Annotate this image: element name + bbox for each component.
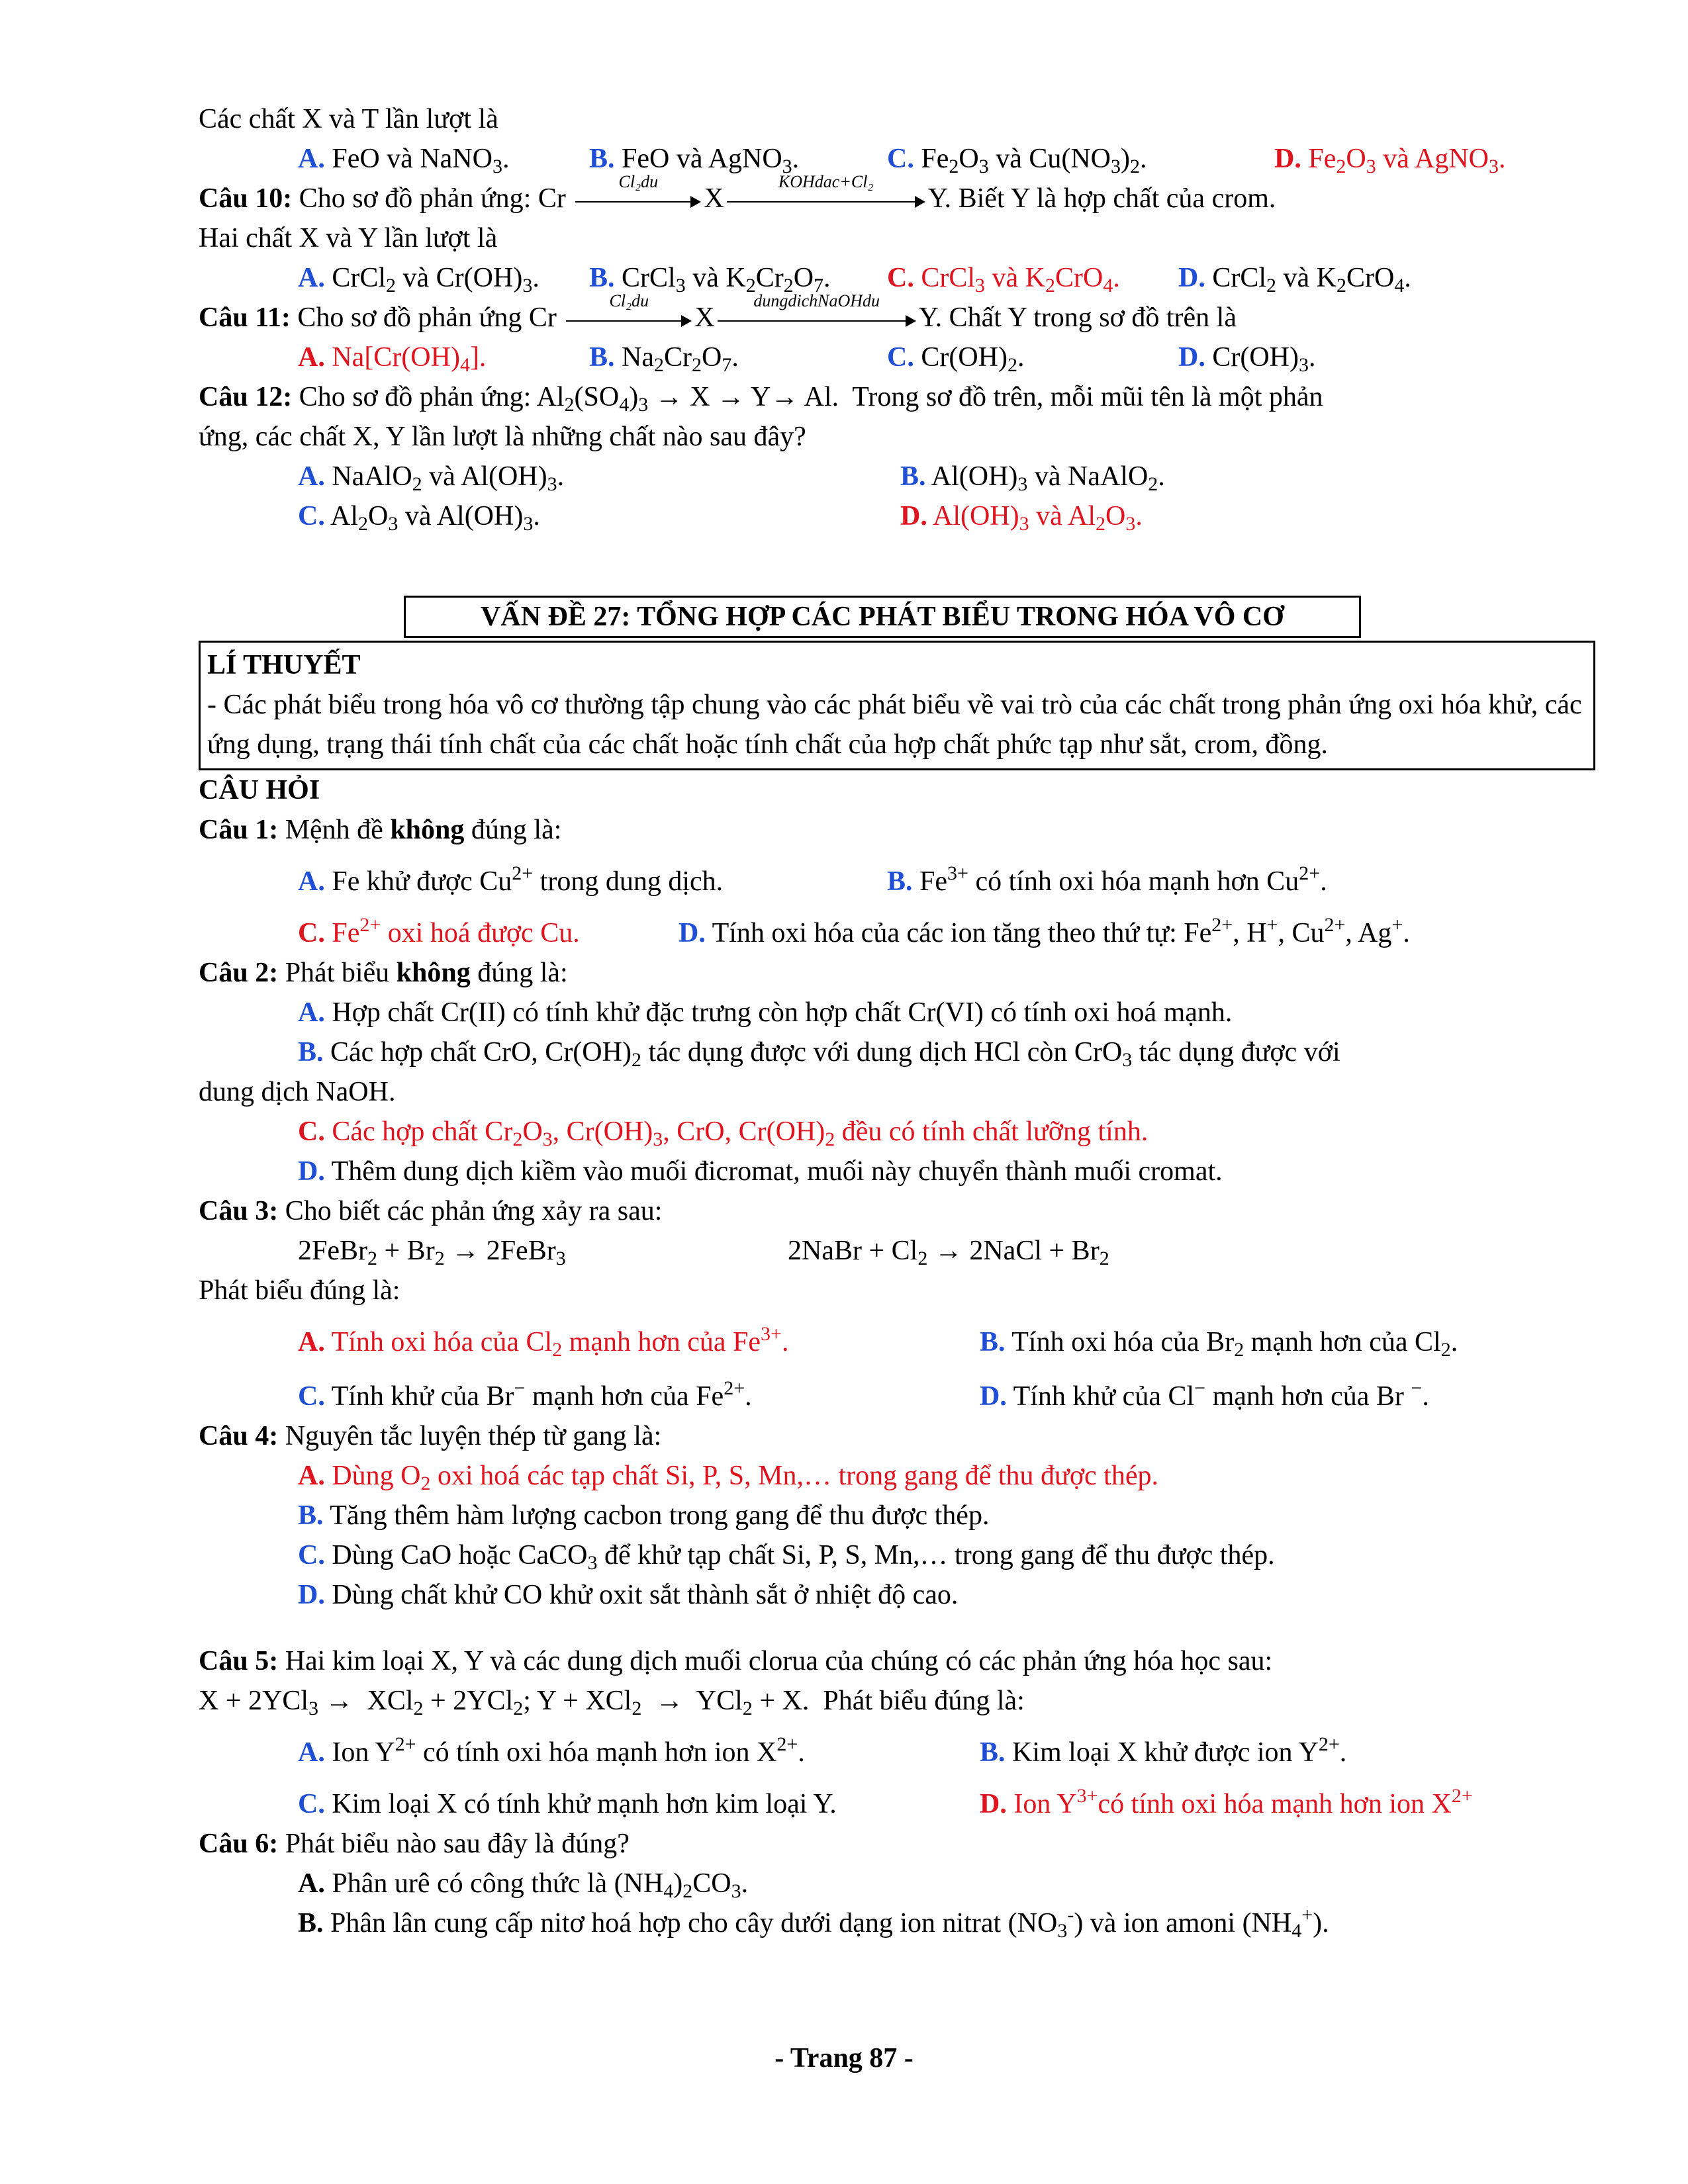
c4-stem: Câu 4: Nguyên tắc luyện thép từ gang là: [199, 1421, 662, 1451]
c3-stem: Câu 3: Cho biết các phản ứng xảy ra sau: [199, 1196, 663, 1226]
page-footer: - Trang 87 - [774, 2043, 914, 2073]
c6-option-b: B. Phân lân cung cấp nitơ hoá hợp cho cây dưới dạng ion nitrat $(NO_3^-)$ và ion amoni $(NH_4^+)$. [298, 1904, 1329, 1942]
section-title: VẤN ĐỀ 27: TỔNG HỢP CÁC PHÁT BIỂU TRONG HÓA VÔ CƠ [404, 596, 1361, 638]
q12-stem: Câu 12: Cho sơ đồ phản ứng: $Al_2(SO_4)_3 \to X \to Y\to Al$. Trong sơ đồ trên, mỗi mũi tên là một phản [199, 382, 1323, 416]
c4-option-d: D. Dùng chất khử CO khử oxit sắt thành sắt ở nhiệt độ cao. [298, 1580, 959, 1610]
reaction-arrow: Cl₂du [566, 310, 692, 330]
c2-option-c: C. Các hợp chất $Cr_2O_3$, $Cr(OH)_3$, CrO, $Cr(OH)_2$ đều có tính chất lưỡng tính. [298, 1116, 1149, 1150]
c3-stem2: Phát biểu đúng là: [199, 1275, 400, 1306]
c2-option-b: B. Các hợp chất CrO, $Cr(OH)_2$ tác dụng được với dung dịch HCl còn CrO$_3$ tác dụng được với [298, 1037, 1340, 1071]
theory-heading: LÍ THUYẾT [207, 650, 361, 680]
q9-options: A. FeO và NaNO$_3$. B. FeO và AgNO$_3$. C. $Fe_2O_3$ và $Cu(NO_3)_2$. D. $Fe_2O_3$ và AgNO$_3$. [298, 144, 1506, 177]
theory-box [199, 641, 1595, 770]
c6-option-a: A. Phân urê có công thức là $(NH_4)_2CO_3$. [298, 1868, 749, 1902]
reaction-arrow: Cl₂du [575, 191, 701, 210]
q10-options: A. CrCl$_2$ và $Cr(OH)_3$. B. CrCl$_3$ và $K_2Cr_2O_7$. C. CrCl$_3$ và $K_2CrO_4$. D. CrCl$_2$ và $K_2CrO_4$. [298, 263, 1411, 296]
c6-stem: Câu 6: Phát biểu nào sau đây là đúng? [199, 1829, 630, 1859]
c2-option-d: D. Thêm dung dịch kiềm vào muối đicromat, muối này chuyển thành muối cromat. [298, 1156, 1223, 1187]
theory-text: - Các phát biểu trong hóa vô cơ thường tập chung vào các phát biểu về vai trò của các chất trong phản ứng oxi hóa khử, các ứng dụng, trạng thái tính chất của các chất hoặc tính chất của hợp chất phức tạp như sắt, crom, đồng. [207, 690, 1582, 760]
c2-option-a: A. Hợp chất Cr(II) có tính khử đặc trưng còn hợp chất Cr(VI) có tính oxi hoá mạnh. [298, 997, 1233, 1028]
c1-options-ab: A. Fe khử được $Cu^{2+}$ trong dung dịch. B. $Fe^{3+}$ có tính oxi hóa mạnh hơn $Cu^{2+}$. [298, 862, 1327, 897]
c3-equations: 2FeBr$_2$ + $Br_2$ → 2FeBr$_3$ 2NaBr + $Cl_2$ → 2NaCl + $Br_2$ [298, 1236, 1109, 1269]
q10-stem2: Hai chất X và Y lần lượt là [199, 223, 498, 253]
c5-options-cd: C. Kim loại X có tính khử mạnh hơn kim loại Y. D. Ion $Y^{3+}có$ tính oxi hóa mạnh hơn ion $X^{2+}$ [298, 1785, 1473, 1819]
c5-options-ab: A. Ion $Y^{2+}$ có tính oxi hóa mạnh hơn ion $X^{2+}$. B. Kim loại X khử được ion $Y^{2+}$. [298, 1733, 1347, 1768]
c2-option-b-cont: dung dịch NaOH. [199, 1077, 396, 1107]
q9-stem: Các chất X và T lần lượt là [199, 104, 498, 134]
c3-options-cd: C. Tính khử của Br− mạnh hơn của $Fe^{2+}$. D. Tính khử của Cl− mạnh hơn của Br −. [298, 1377, 1429, 1412]
c4-option-b: B. Tăng thêm hàm lượng cacbon trong gang để thu được thép. [298, 1500, 990, 1531]
c3-options-ab: A. Tính oxi hóa của $Cl_2$ mạnh hơn của $Fe^{3+}$. B. Tính oxi hóa của $Br_2$ mạnh hơn của $Cl_2$. [298, 1323, 1458, 1361]
c1-stem: Câu 1: Mệnh đề không đúng là: [199, 815, 562, 845]
c2-stem: Câu 2: Phát biểu không đúng là: [199, 958, 568, 988]
c4-option-c: C. Dùng CaO hoặc CaCO$_3$ để khử tạp chất Si, P, S, Mn,… trong gang để thu được thép. [298, 1540, 1275, 1574]
questions-heading: CÂU HỎI [199, 775, 320, 805]
reaction-arrow: KOHdac+Cl₂ [727, 191, 925, 210]
q10-stem: Câu 10: Cho sơ đồ phản ứng: Cr Cl₂du X KOHdac+Cl₂ Y. Biết Y là hợp chất của crom. [199, 172, 1276, 214]
q12-options-ab: A. NaAlO$_2$ và $Al(OH)_3$. B. $Al(OH)_3$ và NaAlO$_2$. [298, 461, 1165, 495]
q12-options-cd: C. $Al_2O_3$ và $Al(OH)_3$. D. $Al(OH)_3$ và $Al_2O_3$. [298, 501, 1143, 535]
c5-stem: Câu 5: Hai kim loại X, Y và các dung dịch muối clorua của chúng có các phản ứng hóa học sau: [199, 1646, 1273, 1676]
c4-option-a: A. Dùng $O_2$ oxi hoá các tạp chất Si, P, S, Mn,… trong gang để thu được thép. [298, 1461, 1158, 1494]
q11-options: A. $Na[Cr(OH)_4]$. B. $Na_2Cr_2O_7$. C. $Cr(OH)_2$. D. $Cr(OH)_3$. [298, 342, 1316, 376]
document-page [199, 99, 1595, 1943]
q11-stem: Câu 11: Cho sơ đồ phản ứng Cr Cl₂du X dungdichNaOHdu Y. Chất Y trong sơ đồ trên là [199, 291, 1237, 333]
c1-options-cd: C. $Fe^{2+}$ oxi hoá được Cu. D. Tính oxi hóa của các ion tăng theo thứ tự: $Fe^{2+}$, H+, $Cu^{2+}$, Ag+. [298, 914, 1410, 948]
q12-stem2: ứng, các chất X, Y lần lượt là những chất nào sau đây? [199, 422, 806, 452]
c5-equation: X + 2YCl$_3$ → XCl$_2$ + 2YCl$_2$; Y + XCl$_2$ → YCl$_2$ + X. Phát biểu đúng là: [199, 1686, 1025, 1719]
reaction-arrow: dungdichNaOHdu [718, 310, 916, 330]
